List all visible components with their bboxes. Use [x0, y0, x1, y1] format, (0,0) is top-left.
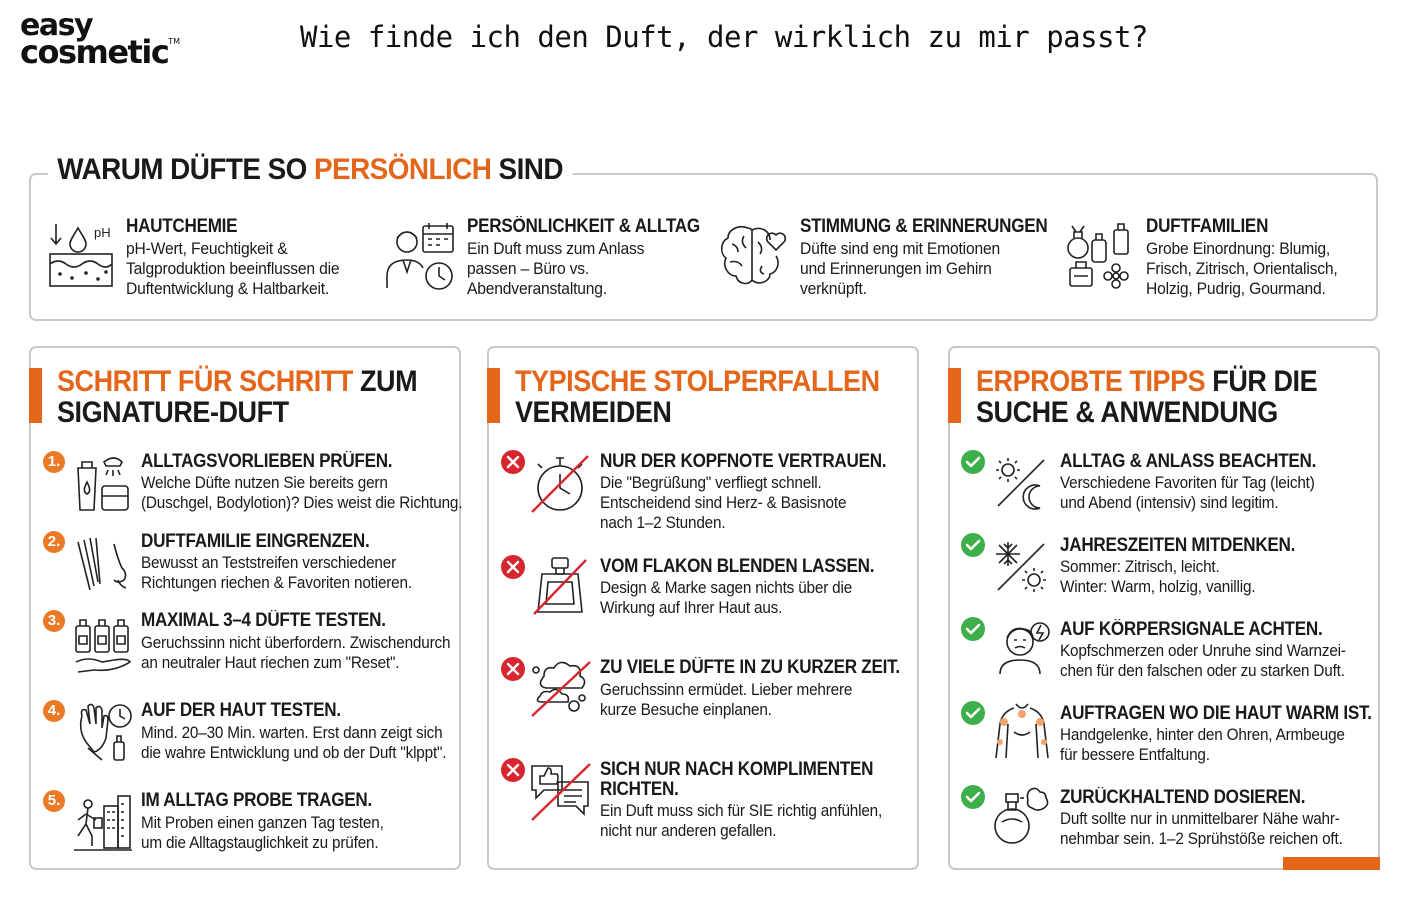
check-badge [961, 701, 985, 725]
check-icon [961, 533, 985, 557]
check-icon [961, 617, 985, 641]
x-icon [501, 555, 525, 579]
panel-accent-bar [948, 368, 961, 423]
person-calendar-icon [385, 220, 457, 292]
brain-heart-icon [718, 222, 790, 288]
check-icon [961, 450, 985, 474]
pitfalls-panel-title: TYPISCHE STOLPERFALLEN VERMEIDEN [515, 365, 880, 429]
check-icon [961, 785, 985, 809]
x-icon [501, 657, 525, 681]
spray-bottle-icon [992, 786, 1052, 846]
skin-ph-icon [48, 222, 118, 290]
test-strips-nose-icon [74, 534, 132, 592]
wrist-timer-icon [74, 702, 134, 764]
x-icon [501, 450, 525, 474]
shower-products-icon [74, 452, 132, 514]
step-number-badge: 2. [43, 531, 65, 553]
city-walker-icon [74, 792, 134, 852]
person-headache-icon [996, 620, 1052, 676]
x-icon [501, 758, 525, 782]
svg-text:pH: pH [94, 225, 111, 240]
panel-accent-bar [487, 368, 500, 423]
step-number-badge: 1. [43, 451, 65, 473]
decorative-corner-bar [1283, 857, 1380, 870]
clouds-crossed-icon [530, 656, 592, 718]
warning-x-badge [501, 450, 525, 474]
compliments-crossed-icon [530, 760, 592, 822]
panel-accent-bar [29, 368, 42, 423]
page-title: Wie finde ich den Duft, der wirklich zu mir passt? [300, 20, 1148, 54]
warning-x-badge [501, 758, 525, 782]
brand-logo: easy cosmetic™ [20, 8, 181, 71]
check-badge [961, 533, 985, 557]
perfume-bottles-icon [1064, 220, 1136, 292]
sun-moon-icon [994, 456, 1050, 512]
three-bottles-hand-icon [74, 614, 132, 674]
warning-x-badge [501, 555, 525, 579]
snow-sun-icon [994, 540, 1050, 596]
check-badge [961, 785, 985, 809]
check-badge [961, 450, 985, 474]
step-number-badge: 3. [43, 610, 65, 632]
warum-section-title: WARUM DÜFTE SO PERSÖNLICH SIND [48, 153, 572, 187]
flacon-crossed-icon [532, 556, 588, 616]
steps-panel-title: SCHRITT FÜR SCHRITT ZUM SIGNATURE-DUFT [57, 365, 418, 429]
body-pulse-points-icon [994, 702, 1050, 762]
warning-x-badge [501, 657, 525, 681]
tips-panel-title: ERPROBTE TIPPS FÜR DIE SUCHE & ANWENDUNG [976, 365, 1318, 429]
check-badge [961, 617, 985, 641]
step-number-badge: 4. [43, 700, 65, 722]
stopwatch-crossed-icon [530, 452, 590, 514]
check-icon [961, 701, 985, 725]
step-number-badge: 5. [43, 790, 65, 812]
